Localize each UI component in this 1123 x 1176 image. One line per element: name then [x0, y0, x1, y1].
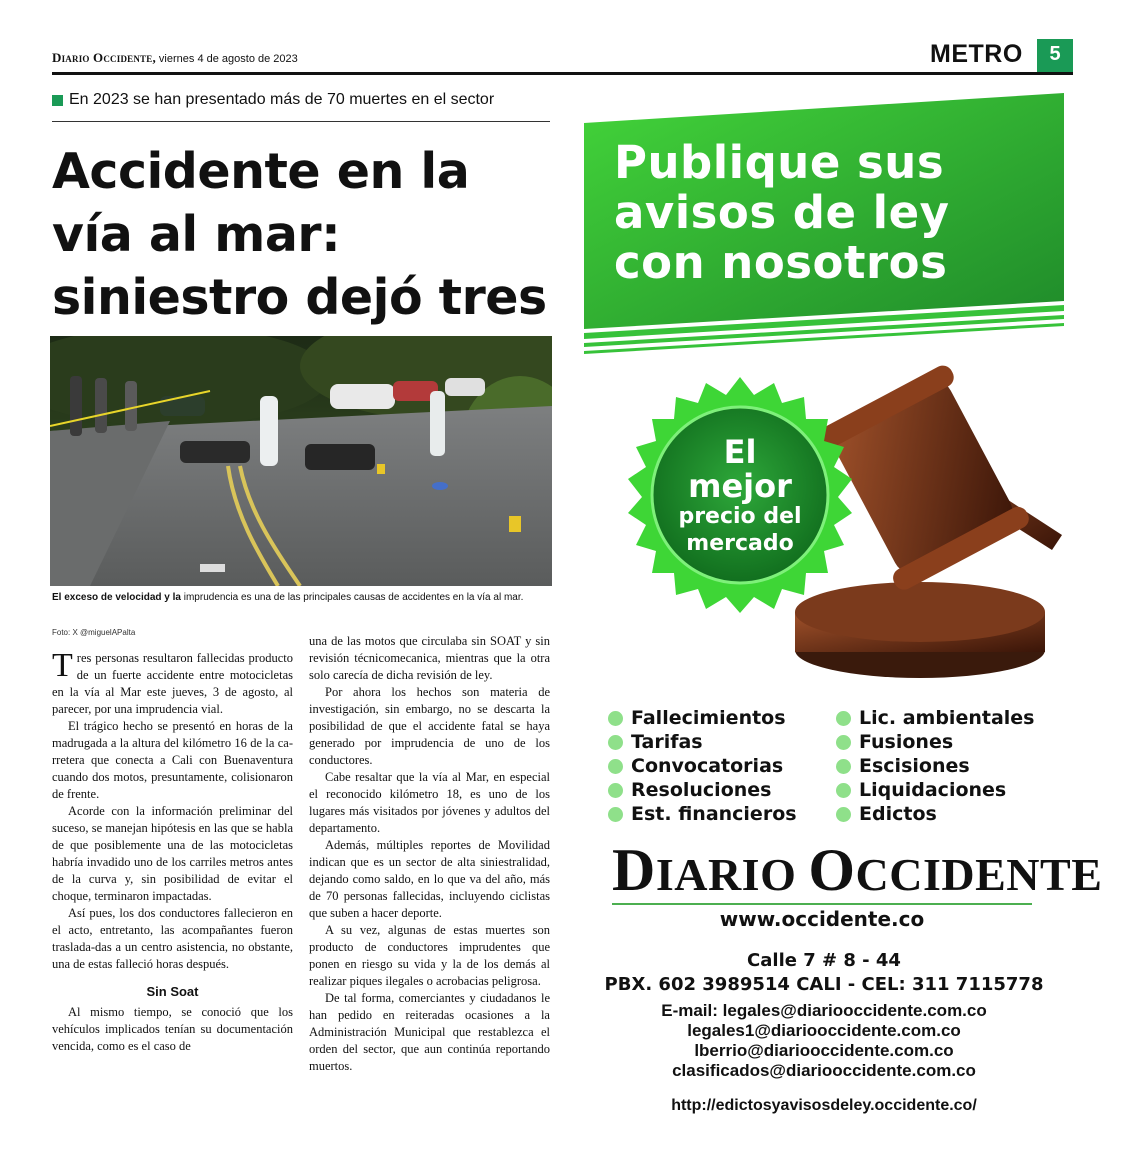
email-line: clasificados@diariooccidente.com.co	[672, 1061, 976, 1080]
caption-text: imprudencia es una de las principales causas de accidentes en la vía al mar.	[180, 592, 524, 603]
service-item: Tarifas	[608, 730, 836, 754]
paragraph: una de las motos que circulaba sin SOAT y sin revisión técnicomecanica, mientras que la otra solo carecía de dicha revisión de ley.	[309, 634, 550, 682]
bullet-dot-icon	[836, 735, 851, 750]
paragraph: A su vez, algunas de estas muertes son producto de conductores imprudentes que ponen en riesgo su vida y la de los demás al realizar piques ilegales o acrobacias peligrosa.	[309, 923, 550, 988]
bullet-dot-icon	[836, 759, 851, 774]
article-headline: Accidente en la vía al mar: siniestro dejó tres	[52, 143, 547, 326]
services-list	[608, 706, 1068, 826]
service-item: Convocatorias	[608, 754, 836, 778]
article-kicker	[52, 91, 494, 109]
kicker-text: En 2023 se han presentado más de 70 muertes en el sector	[69, 91, 495, 108]
service-item: Fusiones	[836, 730, 1064, 754]
article-photo	[50, 336, 552, 586]
bullet-dot-icon	[608, 711, 623, 726]
email-line: lberrio@diariooccidente.com.co	[694, 1041, 954, 1060]
publication-name: Diario Occidente,	[52, 50, 156, 65]
photo-caption	[52, 591, 552, 604]
service-item: Fallecimientos	[608, 706, 836, 730]
best-price-badge: El mejor precio del mercado	[678, 433, 802, 556]
email-list	[584, 1001, 1064, 1081]
paragraph: Tres personas resultaron fallecidas producto de un fuerte accidente entre motocicletas en la vía al Mar este jueves, 3 de agosto, al parecer, por una imprudencia vial.	[52, 647, 293, 716]
section-title: METRO	[930, 40, 1023, 68]
article-subhead: Sin Soat	[146, 984, 199, 999]
edictos-url: http://edictosyavisosdeley.occidente.co/	[671, 1097, 977, 1114]
issue-date: viernes 4 de agosto de 2023	[158, 53, 298, 65]
ad-title: Publique sus avisos de ley con nosotros	[614, 136, 950, 289]
service-item: Edictos	[836, 802, 1064, 826]
phone-numbers: PBX. 602 3989514 CALI - CEL: 311 7115778	[604, 974, 1044, 995]
page-number: 5	[1037, 39, 1073, 72]
service-item: Escisiones	[836, 754, 1064, 778]
bullet-dot-icon	[608, 735, 623, 750]
caption-bold: El exceso de velocidad y la	[52, 592, 181, 603]
service-item: Liquidaciones	[836, 778, 1064, 802]
kicker-square-icon	[52, 95, 63, 106]
bullet-dot-icon	[836, 807, 851, 822]
bullet-dot-icon	[608, 759, 623, 774]
paragraph: El trágico hecho se presentó en horas de la madrugada a la altura del kilómetro 16 de la ca-rretera que conecta a Cali con Buenaventura cuando dos motos, presuntamente, colisionaron de frente.	[52, 719, 293, 801]
photo-credit: Foto: X @miguelAPalta	[52, 628, 136, 637]
paragraph: De tal forma, comerciantes y ciudadanos le han pedido en reiteradas ocasiones a la Administración Municipal que restablezca el orden del sector, que aun continúa reportando muertos.	[309, 991, 550, 1073]
paragraph: Cabe resaltar que la vía al Mar, en especial el reconocido kilómetro 18, es uno de los lugares más visitados por jóvenes y adultos del departamento.	[309, 770, 550, 835]
header-divider	[52, 72, 1073, 75]
diario-occidente-logo: DIARIO OCCIDENTE	[612, 837, 1103, 903]
email-line: E-mail: legales@diariooccidente.com.co	[661, 1001, 987, 1020]
drop-cap: T	[52, 647, 73, 684]
article-column-2	[309, 633, 550, 1075]
logo-underline	[612, 903, 1032, 905]
paragraph: Así pues, los dos conductores fallecieron en el acto, entretanto, las acompañantes fueron traslada-das a un centro asistencia, no obstante, una de estas falleció horas después.	[52, 906, 293, 971]
article-column-1	[52, 647, 293, 1055]
service-item: Est. financieros	[608, 802, 836, 826]
paragraph: Al mismo tiempo, se conoció que los vehículos implicados tenían su documentación vencida, como es el caso de	[52, 1005, 293, 1053]
address: Calle 7 # 8 - 44	[747, 950, 901, 971]
bullet-dot-icon	[608, 807, 623, 822]
paragraph: Además, múltiples reportes de Movilidad indican que es un sector de alta siniestralidad, dejando como saldo, en lo que va del año, más de 70 personas fallecidas, incluyendo ciclistas que suben a hacer deporte.	[309, 838, 550, 920]
paragraph: Acorde con la información preliminar del suceso, se manejan hipótesis en las que se habla de que posiblemente una de las motocicletas habría invadido uno de los carriles metros antes de la curva y, sin posibilidad de evitar el choque, terminaron impactadas.	[52, 804, 293, 903]
bullet-dot-icon	[608, 783, 623, 798]
masthead-line	[52, 50, 298, 66]
kicker-divider	[52, 121, 550, 122]
website-text: www.occidente.co	[719, 907, 925, 931]
email-line: legales1@diariooccidente.com.co	[687, 1021, 961, 1040]
paragraph: Por ahora los hechos son materia de investigación, sin embargo, no se descarta la posibilidad de que el accidente fatal se haya generado por imprudencia de uno de los conductores.	[309, 685, 550, 767]
service-item: Lic. ambientales	[836, 706, 1064, 730]
bullet-dot-icon	[836, 783, 851, 798]
bullet-dot-icon	[836, 711, 851, 726]
service-item: Resoluciones	[608, 778, 836, 802]
